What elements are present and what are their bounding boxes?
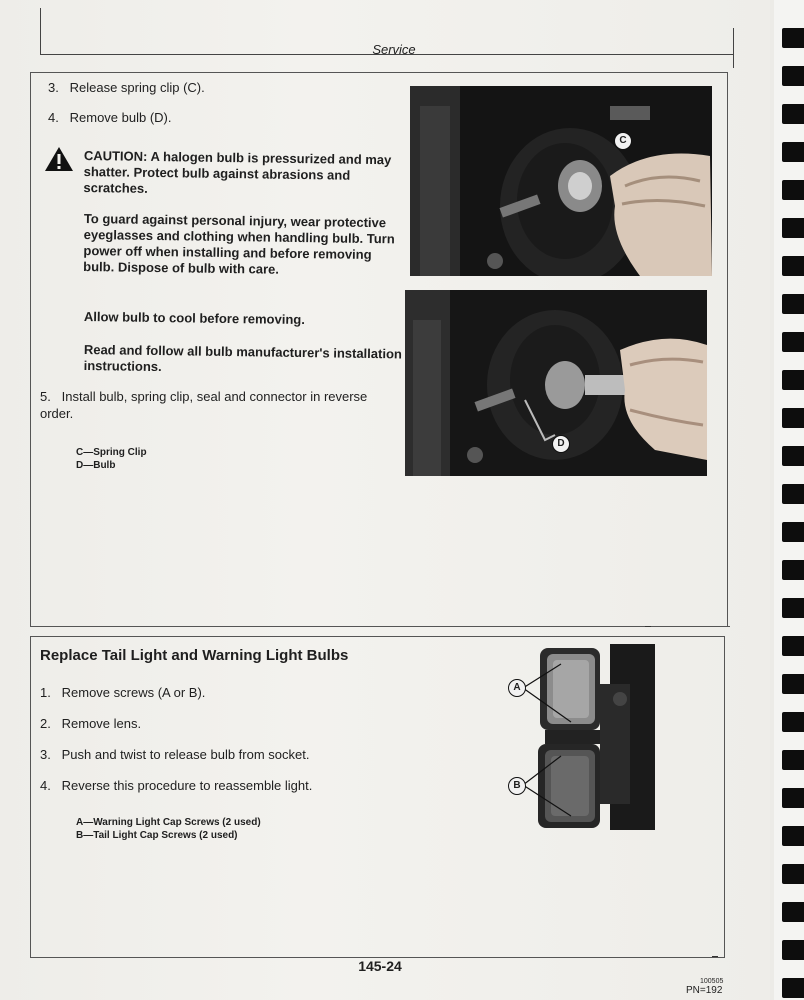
- crop-mark: [712, 956, 718, 957]
- binding-hole: [782, 940, 804, 960]
- spiral-binding: [774, 0, 804, 1000]
- legend-item: C—Spring Clip: [76, 447, 147, 458]
- photo-bulb-removal: [405, 290, 707, 476]
- step-4: 4. Reverse this procedure to reassemble light.: [40, 778, 313, 793]
- caution-text: Allow bulb to cool before removing.: [83, 309, 305, 328]
- callout-a: A: [508, 679, 526, 697]
- legend-item: D—Bulb: [76, 460, 116, 471]
- binding-hole: [782, 750, 804, 770]
- caution-text: Read and follow all bulb manufacturer's installation instructions.: [83, 342, 403, 375]
- panel-divider: [30, 626, 730, 627]
- step-2: 2. Remove lens.: [40, 716, 142, 731]
- step-1: 1. Remove screws (A or B).: [40, 685, 206, 700]
- crop-mark: [645, 626, 651, 627]
- binding-hole: [782, 142, 804, 162]
- binding-hole: [782, 370, 804, 390]
- binding-hole: [782, 598, 804, 618]
- figure-legend: [76, 446, 147, 472]
- callout-b: B: [508, 777, 526, 795]
- binding-hole: [782, 104, 804, 124]
- warning-triangle-icon: [44, 146, 74, 172]
- caution-text: CAUTION: A halogen bulb is pressurized and may shatter. Protect bulb against abrasions and scratches.: [83, 148, 392, 196]
- caution-text: To guard against personal injury, wear protective eyeglasses and clothing when handling bulb. Turn power off when installing and before removing bulb. Dispose of bulb with care.: [83, 211, 395, 277]
- binding-hole: [782, 826, 804, 846]
- page-number: 145-24: [358, 958, 402, 974]
- binding-hole: [782, 522, 804, 542]
- binding-hole: [782, 256, 804, 276]
- callout-c: C: [614, 132, 632, 150]
- step-4: 4. Remove bulb (D).: [48, 110, 172, 125]
- binding-hole: [782, 66, 804, 86]
- binding-hole: [782, 408, 804, 428]
- binding-hole: [782, 864, 804, 884]
- photo-spring-clip: [410, 86, 712, 276]
- binding-hole: [782, 180, 804, 200]
- doc-code: 100505: [700, 978, 724, 985]
- binding-hole: [782, 294, 804, 314]
- step-3: 3. Push and twist to release bulb from socket.: [40, 747, 310, 762]
- binding-hole: [782, 446, 804, 466]
- binding-hole: [782, 218, 804, 238]
- step-5: 5. Install bulb, spring clip, seal and connector in reverse order.: [40, 389, 368, 421]
- part-number: PN=192: [686, 985, 723, 996]
- binding-hole: [782, 636, 804, 656]
- binding-hole: [782, 788, 804, 808]
- photo-tail-light: [505, 644, 655, 830]
- legend-item: B—Tail Light Cap Screws (2 used): [76, 830, 238, 841]
- binding-hole: [782, 902, 804, 922]
- section-header: Service: [372, 42, 416, 57]
- binding-hole: [782, 978, 804, 998]
- callout-d: D: [552, 435, 570, 453]
- figure-legend: [76, 816, 261, 842]
- binding-hole: [782, 484, 804, 504]
- binding-hole: [782, 560, 804, 580]
- section-title: Replace Tail Light and Warning Light Bulbs: [40, 647, 349, 664]
- binding-hole: [782, 712, 804, 732]
- binding-hole: [782, 332, 804, 352]
- step-3: 3. Release spring clip (C).: [48, 80, 205, 95]
- binding-hole: [782, 674, 804, 694]
- legend-item: A—Warning Light Cap Screws (2 used): [76, 817, 261, 828]
